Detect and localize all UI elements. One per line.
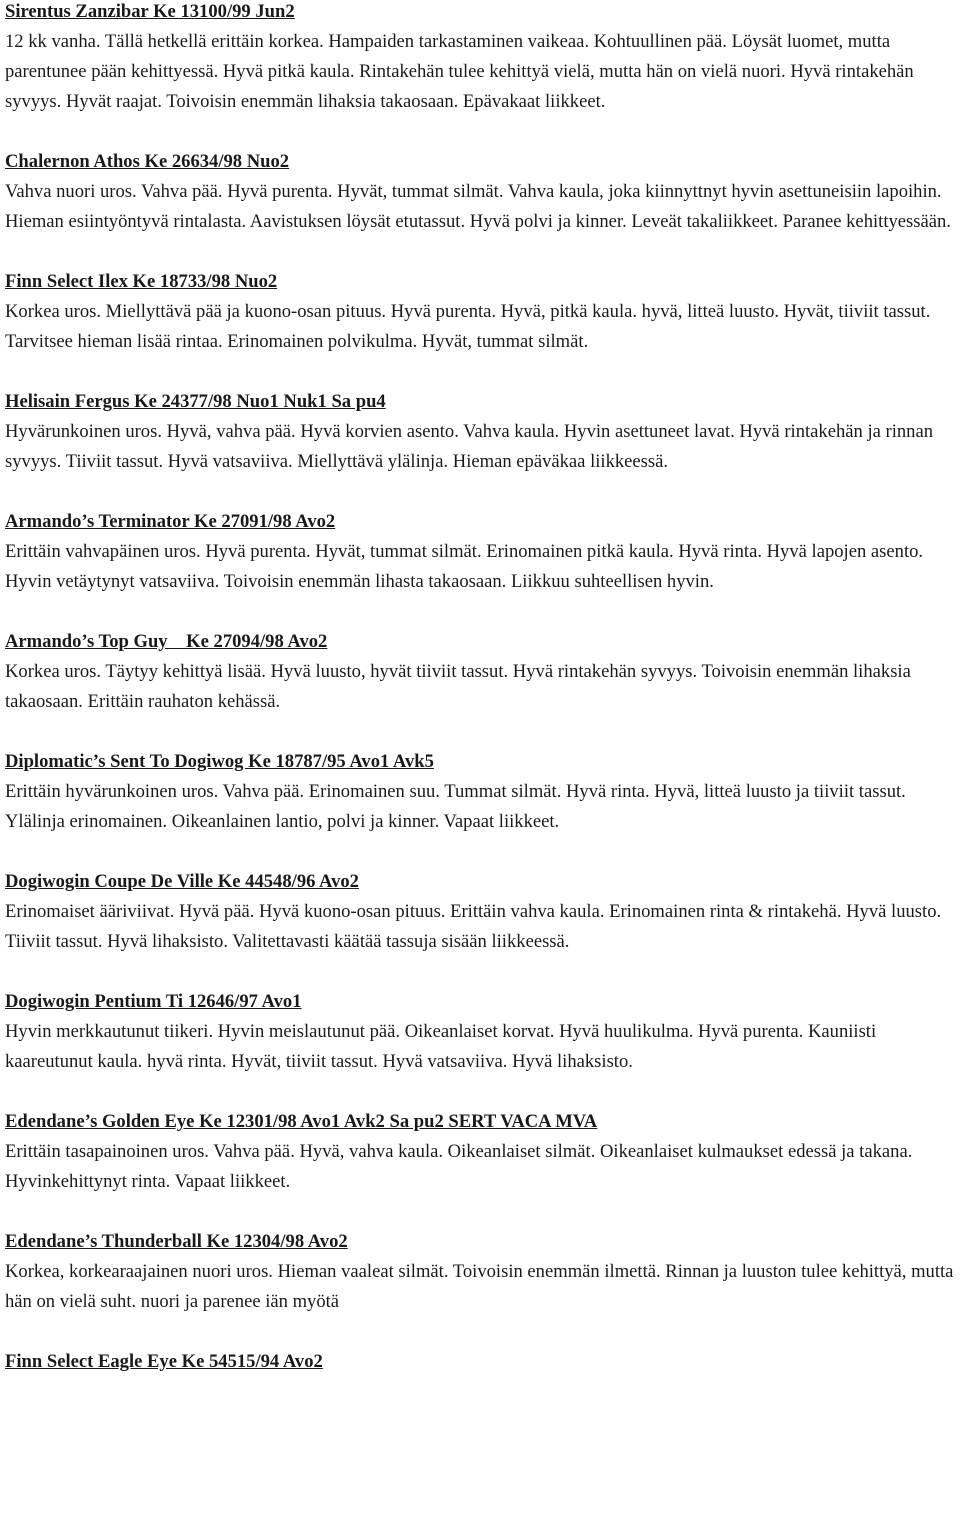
entry-title: Chalernon Athos Ke 26634/98 Nuo2	[5, 151, 290, 172]
dog-entry	[5, 1227, 960, 1317]
entry-title: Dogiwogin Pentium Ti 12646/97 Avo1	[5, 991, 302, 1012]
dog-entry	[5, 0, 960, 117]
dog-entry	[5, 987, 960, 1077]
entry-title: Diplomatic’s Sent To Dogiwog Ke 18787/95 Avo1 Avk5	[5, 751, 434, 772]
dog-entry	[5, 507, 960, 597]
entry-critique: Hyvärunkoinen uros. Hyvä, vahva pää. Hyvä korvien asento. Vahva kaula. Hyvin asettuneet lavat. Hyvä rintakehän ja rinnan syvyys. Tiiviit tassut. Hyvä vatsaviiva. Miellyttävä ylälinja. Hieman epäväkaa liikkeessä.	[5, 421, 934, 472]
dog-entry	[5, 747, 960, 837]
entry-critique: Korkea uros. Miellyttävä pää ja kuono-osan pituus. Hyvä purenta. Hyvä, pitkä kaula. hyvä, litteä luusto. Hyvät, tiiviit tassut. Tarvitsee hieman lisää rintaa. Erinomainen polvikulma. Hyvät, tummat silmät.	[5, 301, 931, 352]
entry-title: Sirentus Zanzibar Ke 13100/99 Jun2	[5, 1, 295, 22]
entry-title: Armando’s Terminator Ke 27091/98 Avo2	[5, 511, 336, 532]
entry-title: Edendane’s Thunderball Ke 12304/98 Avo2	[5, 1231, 348, 1252]
entry-critique: Erittäin tasapainoinen uros. Vahva pää. Hyvä, vahva kaula. Oikeanlaiset silmät. Oikeanlaiset kulmaukset edessä ja takana. Hyvinkehittynyt rinta. Vapaat liikkeet.	[5, 1141, 913, 1192]
entry-critique: Hyvin merkkautunut tiikeri. Hyvin meislautunut pää. Oikeanlaiset korvat. Hyvä huulikulma. Hyvä purenta. Kauniisti kaareutunut kaula. hyvä rinta. Hyvät, tiiviit tassut. Hyvä vatsaviiva. Hyvä lihaksisto.	[5, 1021, 877, 1072]
document-page	[5, 0, 960, 1407]
dog-entry	[5, 267, 960, 357]
entry-title: Finn Select Eagle Eye Ke 54515/94 Avo2	[5, 1351, 323, 1372]
entry-critique: Korkea uros. Täytyy kehittyä lisää. Hyvä luusto, hyvät tiiviit tassut. Hyvä rintakehän syvyys. Toivoisin enemmän lihaksia takaosaan. Erittäin rauhaton kehässä.	[5, 661, 911, 712]
dog-entry	[5, 867, 960, 957]
dog-entry	[5, 627, 960, 717]
dog-entry	[5, 387, 960, 477]
entry-critique: Erinomaiset ääriviivat. Hyvä pää. Hyvä kuono-osan pituus. Erittäin vahva kaula. Erinomainen rinta & rintakehä. Hyvä luusto. Tiiviit tassut. Hyvä lihaksisto. Valitettavasti käätää tassuja sisään liikkeessä.	[5, 901, 942, 952]
entry-critique: Erittäin vahvapäinen uros. Hyvä purenta. Hyvät, tummat silmät. Erinomainen pitkä kaula. Hyvä rinta. Hyvä lapojen asento. Hyvin vetäytynyt vatsaviiva. Toivoisin enemmän lihasta takaosaan. Liikkuu suhteellisen hyvin.	[5, 541, 924, 592]
entry-title: Helisain Fergus Ke 24377/98 Nuo1 Nuk1 Sa pu4	[5, 391, 386, 412]
entry-critique: Korkea, korkearaajainen nuori uros. Hieman vaaleat silmät. Toivoisin enemmän ilmettä. Rinnan ja luuston tulee kehittyä, mutta hän on vielä suht. nuori ja parenee iän myötä	[5, 1261, 954, 1312]
dog-entry	[5, 147, 960, 237]
entry-title: Dogiwogin Coupe De Ville Ke 44548/96 Avo2	[5, 871, 359, 892]
dog-entry	[5, 1107, 960, 1197]
entry-title: Edendane’s Golden Eye Ke 12301/98 Avo1 Avk2 Sa pu2 SERT VACA MVA	[5, 1111, 598, 1132]
entry-title: Finn Select Ilex Ke 18733/98 Nuo2	[5, 271, 278, 292]
entry-critique: Erittäin hyvärunkoinen uros. Vahva pää. Erinomainen suu. Tummat silmät. Hyvä rinta. Hyvä, litteä luusto ja tiiviit tassut. Ylälinja erinomainen. Oikeanlainen lantio, polvi ja kinner. Vapaat liikkeet.	[5, 781, 906, 832]
entry-critique: Vahva nuori uros. Vahva pää. Hyvä purenta. Hyvät, tummat silmät. Vahva kaula, joka kiinnyttnyt hyvin asettuneisiin lapoihin. Hieman esiintyöntyvä rintalasta. Aavistuksen löysät etutassut. Hyvä polvi ja kinner. Leveät takaliikkeet. Paranee kehittyessään.	[5, 181, 951, 232]
entry-title: Armando’s Top Guy Ke 27094/98 Avo2	[5, 631, 328, 652]
dog-entry	[5, 1347, 960, 1377]
entry-critique: 12 kk vanha. Tällä hetkellä erittäin korkea. Hampaiden tarkastaminen vaikeaa. Kohtuullinen pää. Löysät luomet, mutta parentunee pään kehittyessä. Hyvä pitkä kaula. Rintakehän tulee kehittyä vielä, mutta hän on vielä nuori. Hyvä rintakehän syvyys. Hyvät raajat. Toivoisin enemmän lihaksia takaosaan. Epävakaat liikkeet.	[5, 31, 914, 112]
